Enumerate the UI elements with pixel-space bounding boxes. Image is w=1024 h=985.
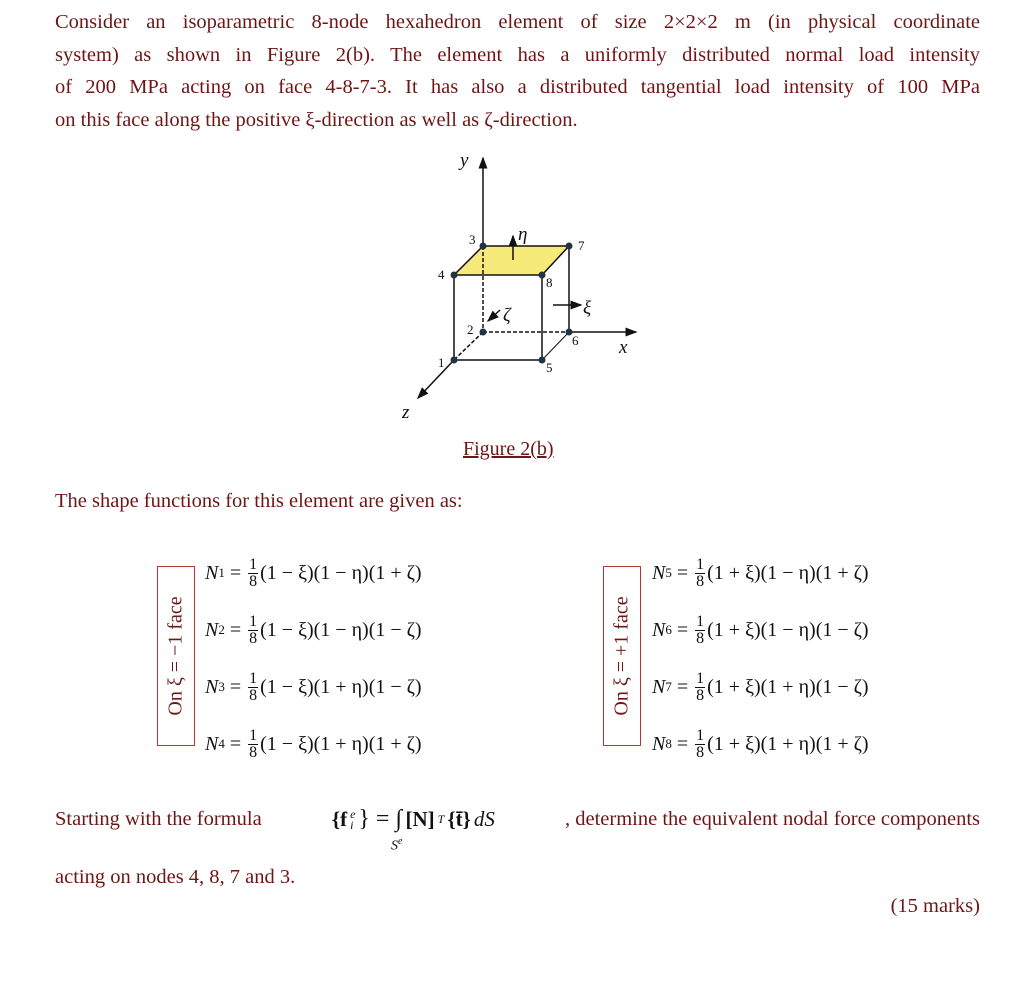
shape-function-expression: (1 − ξ)(1 + η)(1 − ζ) xyxy=(260,675,422,698)
shape-function-symbol: N xyxy=(205,561,219,584)
fraction-denominator: 8 xyxy=(249,572,258,590)
problem-line: of 200 MPa acting on face 4-8-7-3. It has also a distributed tangential load intensity of 100 MPa xyxy=(55,76,980,98)
formula-ds: dS xyxy=(473,807,495,831)
shape-function-N2: N 2 = $\frac{1}{8}$ (1 − ξ)(1 − η)(1 − ζ) xyxy=(205,612,422,647)
z-axis xyxy=(418,360,454,398)
node-label: 8 xyxy=(546,275,553,290)
node-label: 2 xyxy=(467,322,474,337)
shape-function-N3: N 3 = $\frac{1}{8}$ (1 − ξ)(1 + η)(1 − ζ) xyxy=(205,669,422,704)
node-label: 6 xyxy=(572,333,579,348)
closing-before: Starting with the formula xyxy=(55,808,262,830)
fraction-denominator: 8 xyxy=(696,572,705,590)
shape-function-expression: (1 + ξ)(1 + η)(1 + ζ) xyxy=(707,732,869,755)
fraction-denominator: 8 xyxy=(249,743,258,761)
shape-function-N7: N 7 = $\frac{1}{8}$ (1 + ξ)(1 + η)(1 − ζ) xyxy=(652,669,869,704)
formula-sub: i xyxy=(350,817,354,832)
shape-function-index: 8 xyxy=(665,736,672,751)
right-face-label: On ξ = +1 face xyxy=(610,596,633,716)
formula-matrix: [N] xyxy=(405,807,435,831)
formula-domain xyxy=(391,836,402,855)
fraction-one-eighth xyxy=(248,557,258,590)
node-label: 4 xyxy=(438,267,445,282)
shape-function-expression: (1 + ξ)(1 − η)(1 + ζ) xyxy=(707,561,869,584)
left-face-label-box xyxy=(157,566,195,746)
problem-line: on this face along the positive ξ-direction as well as ζ-direction. xyxy=(55,108,578,131)
node-label: 3 xyxy=(469,232,476,247)
fraction-numerator: 1 xyxy=(696,555,705,573)
domain-sup: e xyxy=(398,836,403,848)
shape-function-index: 5 xyxy=(665,565,672,580)
shape-function-index: 7 xyxy=(665,679,672,694)
formula-indices xyxy=(350,806,356,832)
fraction-one-eighth xyxy=(248,728,258,761)
x-axis-label: x xyxy=(619,337,628,358)
shape-function-index: 6 xyxy=(665,622,672,637)
node-label: 1 xyxy=(438,355,445,370)
marks: (15 marks) xyxy=(890,895,980,917)
fraction-denominator: 8 xyxy=(696,686,705,704)
force-formula xyxy=(331,806,495,854)
shape-function-expression: (1 + ξ)(1 + η)(1 − ζ) xyxy=(707,675,869,698)
shape-function-symbol: N xyxy=(652,561,666,584)
shape-function-symbol: N xyxy=(205,732,219,755)
zeta-label: ζ xyxy=(503,305,511,326)
shape-function-index: 2 xyxy=(218,622,225,637)
closing-line xyxy=(55,806,980,854)
zeta-arrow xyxy=(488,310,500,321)
eta-label: η xyxy=(518,224,528,245)
fraction-numerator: 1 xyxy=(249,555,258,573)
closing-after: , determine the equivalent nodal force components xyxy=(565,808,980,830)
shape-function-expression: (1 − ξ)(1 − η)(1 − ζ) xyxy=(260,618,422,641)
fraction-denominator: 8 xyxy=(249,629,258,647)
formula-traction: {t̄} xyxy=(447,807,471,831)
shape-function-N8: N 8 = $\frac{1}{8}$ (1 + ξ)(1 + η)(1 + ζ) xyxy=(652,726,869,761)
fraction-one-eighth xyxy=(695,614,705,647)
shape-function-N4: N 4 = $\frac{1}{8}$ (1 − ξ)(1 + η)(1 + ζ) xyxy=(205,726,422,761)
shape-function-symbol: N xyxy=(205,675,219,698)
fraction-numerator: 1 xyxy=(696,669,705,687)
fraction-one-eighth xyxy=(695,728,705,761)
formula-transpose: T xyxy=(437,812,445,826)
shape-function-N5: N 5 = $\frac{1}{8}$ (1 + ξ)(1 − η)(1 + ζ) xyxy=(652,555,869,590)
shape-function-symbol: N xyxy=(652,675,666,698)
shape-function-expression: (1 − ξ)(1 + η)(1 + ζ) xyxy=(260,732,422,755)
formula-lhs: {f xyxy=(331,807,348,831)
shape-function-expression: (1 − ξ)(1 − η)(1 + ζ) xyxy=(260,561,422,584)
fraction-numerator: 1 xyxy=(249,612,258,630)
fraction-one-eighth xyxy=(695,557,705,590)
formula-integral: } = ∫ xyxy=(358,806,403,832)
fraction-denominator: 8 xyxy=(696,743,705,761)
fraction-numerator: 1 xyxy=(696,612,705,630)
figure-caption: Figure 2(b) xyxy=(463,438,554,460)
fraction-numerator: 1 xyxy=(249,726,258,744)
fraction-denominator: 8 xyxy=(249,686,258,704)
right-face-label-box xyxy=(603,566,641,746)
intro-text: The shape functions for this element are given as: xyxy=(55,490,463,512)
fraction-one-eighth xyxy=(248,671,258,704)
domain-symbol: S xyxy=(391,838,399,854)
formula-sup: e xyxy=(350,806,356,821)
shape-function-index: 4 xyxy=(218,736,225,751)
shape-function-N6: N 6 = $\frac{1}{8}$ (1 + ξ)(1 − η)(1 − ζ) xyxy=(652,612,869,647)
shape-function-index: 1 xyxy=(218,565,225,580)
fraction-one-eighth xyxy=(248,614,258,647)
shape-function-expression: (1 + ξ)(1 − η)(1 − ζ) xyxy=(707,618,869,641)
node-label: 5 xyxy=(546,360,553,375)
fraction-denominator: 8 xyxy=(696,629,705,647)
shape-function-index: 3 xyxy=(218,679,225,694)
fraction-numerator: 1 xyxy=(249,669,258,687)
fraction-one-eighth xyxy=(695,671,705,704)
xi-label: ξ xyxy=(583,298,592,319)
shape-function-N1: N 1 = $\frac{1}{8}$ (1 − ξ)(1 − η)(1 + ζ) xyxy=(205,555,422,590)
left-face-label: On ξ = −1 face xyxy=(164,596,187,716)
node-label: 7 xyxy=(578,238,585,253)
closing-tail: acting on nodes 4, 8, 7 and 3. xyxy=(55,866,296,888)
shape-function-symbol: N xyxy=(205,618,219,641)
shape-function-symbol: N xyxy=(652,618,666,641)
loaded-face-4873 xyxy=(454,246,569,275)
problem-line: system) as shown in Figure 2(b). The element has a uniformly distributed normal load intensity xyxy=(55,43,980,66)
z-axis-label: z xyxy=(402,402,410,423)
fraction-numerator: 1 xyxy=(696,726,705,744)
y-axis-label: y xyxy=(460,150,469,171)
problem-line: Consider an isoparametric 8-node hexahedron element of size 2×2×2 m (in physical coordinate xyxy=(55,11,980,33)
shape-function-symbol: N xyxy=(652,732,666,755)
